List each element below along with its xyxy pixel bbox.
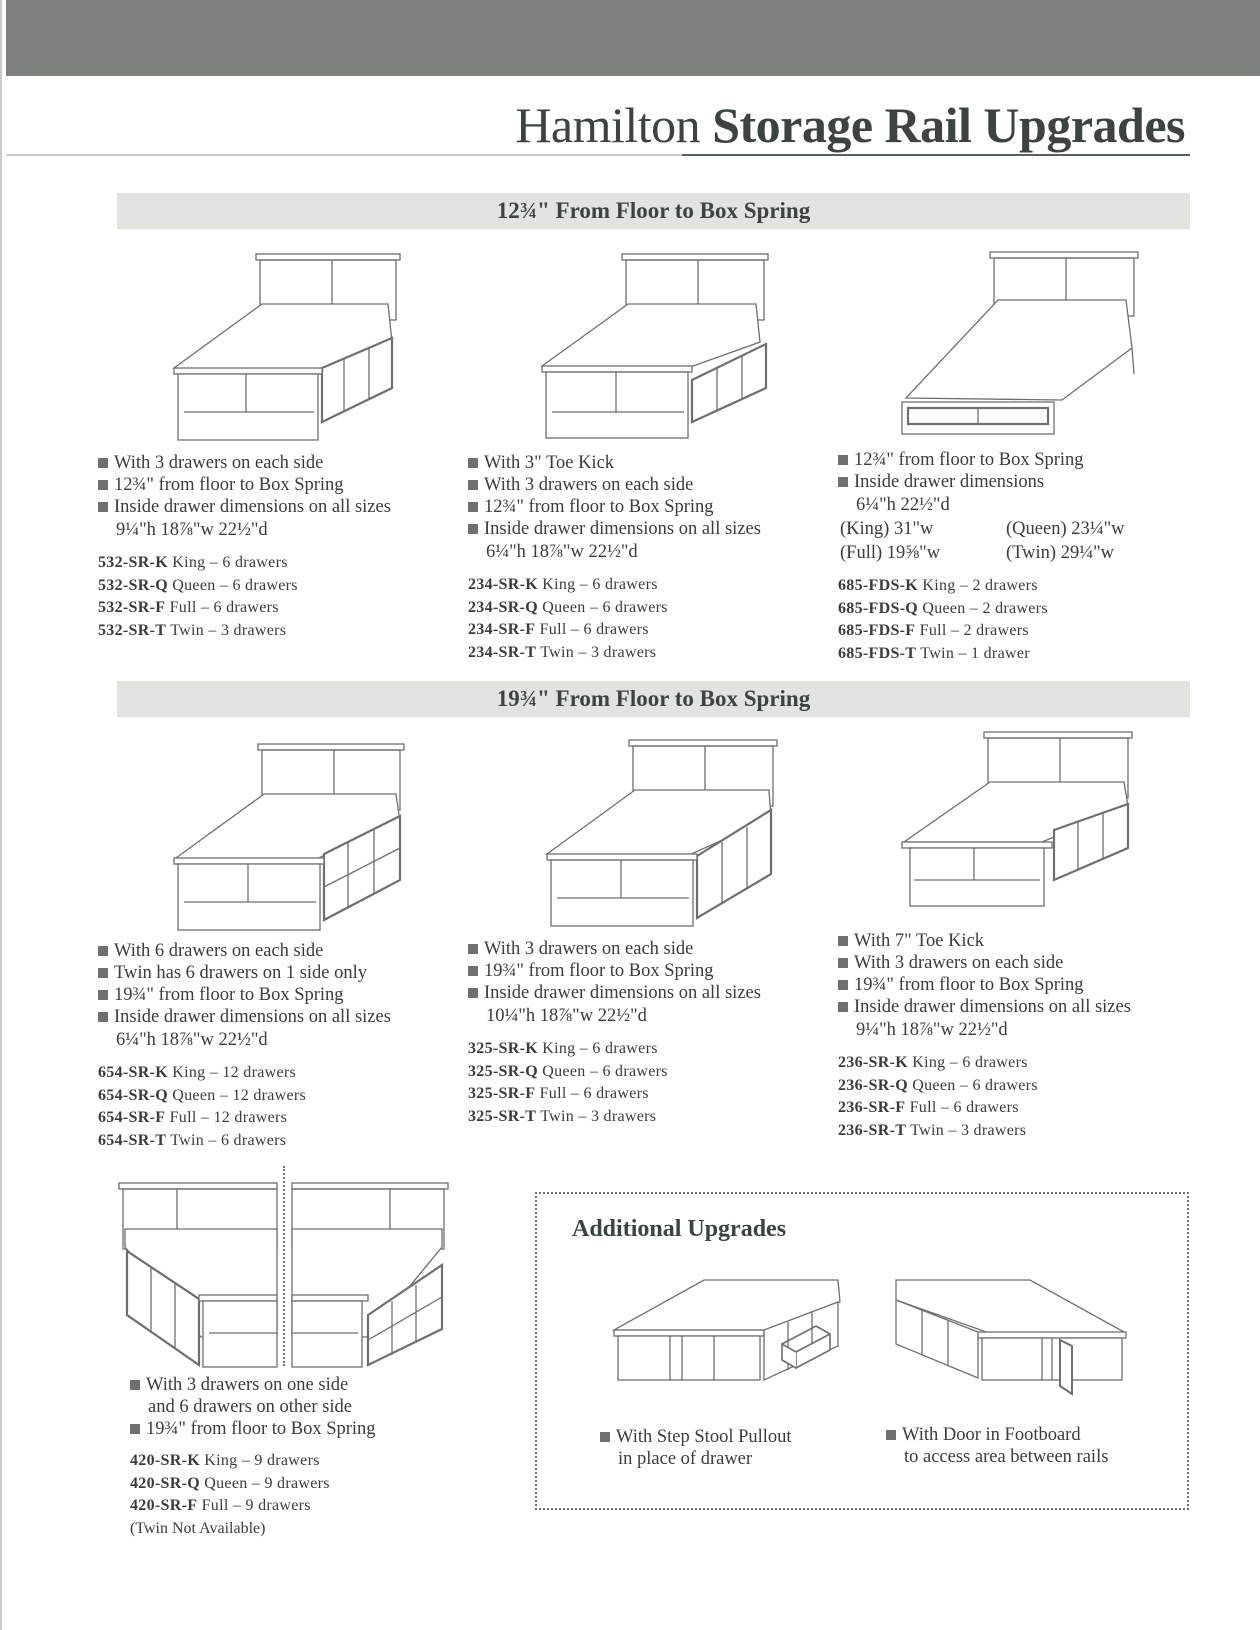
dimension-text: 6¼"h 18⅞"w 22½"d [116, 1030, 268, 1050]
dimension-text: 6¼"h 18⅞"w 22½"d [486, 542, 638, 562]
size-full: (Full) 19⅝"w [840, 543, 941, 563]
bullet: 19¾" from floor to Box Spring [838, 974, 1131, 996]
model-line: 654-SR-K King – 12 drawers [98, 1064, 297, 1081]
bullet: 12¾" from floor to Box Spring [98, 474, 391, 496]
bullet-continuation: to access area between rails [904, 1447, 1109, 1467]
footboard-door-caption [886, 1424, 1108, 1468]
bullet: Twin has 6 drawers on 1 side only [98, 962, 391, 984]
bullet: With 7" Toe Kick [838, 930, 1131, 952]
size-twin: (Twin) 29¼"w [1006, 543, 1114, 563]
model-line: 420-SR-F Full – 9 drawers [130, 1497, 311, 1514]
bed-234-illustration [542, 252, 772, 442]
section-band-high: 19¾" From Floor to Box Spring [117, 681, 1190, 717]
bed-420-left-illustration [117, 1175, 277, 1375]
model-line: 236-SR-T Twin – 3 drawers [838, 1121, 1027, 1139]
product-234 [468, 452, 761, 664]
bullet: Inside drawer dimensions on all sizes [98, 496, 391, 518]
product-654 [98, 940, 391, 1152]
bullet: With 3 drawers on each side [98, 452, 391, 474]
bed-685-illustration [902, 250, 1142, 440]
footboard-door-illustration [892, 1276, 1132, 1406]
bed-325-illustration [547, 738, 787, 928]
bullet: Inside drawer dimensions on all sizes [468, 518, 761, 540]
bullet: With 3 drawers on each side [468, 474, 761, 496]
model-line: 532-SR-K King – 6 drawers [98, 554, 288, 571]
dimension-text: 6¼"h 22½"d [856, 495, 950, 515]
size-king: (King) 31"w [840, 519, 934, 539]
model-line: 325-SR-F Full – 6 drawers [468, 1085, 649, 1102]
model-line: 685-FDS-Q Queen – 2 drawers [838, 599, 1048, 617]
dimension-text: 9¼"h 18⅞"w 22½"d [116, 520, 268, 540]
model-line: 532-SR-Q Queen – 6 drawers [98, 576, 298, 594]
model-line: 420-SR-K King – 9 drawers [130, 1452, 320, 1469]
bed-532-illustration [174, 252, 404, 442]
bullet: With 3" Toe Kick [468, 452, 761, 474]
bed-236-illustration [902, 730, 1142, 910]
bullet: With Step Stool Pullout [600, 1426, 792, 1448]
bullet: Inside drawer dimensions on all sizes [98, 1006, 391, 1028]
dimension-text: 10¼"h 18⅞"w 22½"d [486, 1006, 647, 1026]
step-stool-illustration [612, 1278, 852, 1398]
bullet: With 3 drawers on one side [130, 1374, 376, 1396]
split-divider [283, 1166, 285, 1366]
header-bar [6, 0, 1260, 76]
model-line: 685-FDS-F Full – 2 drawers [838, 622, 1029, 639]
model-line: 234-SR-F Full – 6 drawers [468, 621, 649, 638]
page-title [515, 96, 1185, 154]
model-line: 325-SR-T Twin – 3 drawers [468, 1107, 657, 1125]
model-line: 685-FDS-K King – 2 drawers [838, 577, 1038, 594]
model-line: 325-SR-Q Queen – 6 drawers [468, 1062, 668, 1080]
title-rule-accent [682, 154, 1190, 156]
model-line: 685-FDS-T Twin – 1 drawer [838, 644, 1030, 662]
model-line: 236-SR-K King – 6 drawers [838, 1054, 1028, 1071]
product-236 [838, 930, 1131, 1142]
model-line: 532-SR-F Full – 6 drawers [98, 599, 279, 616]
bullet: 19¾" from floor to Box Spring [130, 1418, 376, 1440]
section-band-low: 12¾" From Floor to Box Spring [117, 193, 1190, 229]
bullet-continuation: and 6 drawers on other side [148, 1397, 352, 1417]
model-line: 325-SR-K King – 6 drawers [468, 1040, 658, 1057]
bullet-continuation: in place of drawer [618, 1449, 753, 1469]
model-line: 532-SR-T Twin – 3 drawers [98, 621, 287, 639]
bullet: Inside drawer dimensions on all sizes [468, 982, 761, 1004]
size-queen: (Queen) 23¼"w [1006, 519, 1125, 539]
bullet: With Door in Footboard [886, 1424, 1108, 1446]
model-line: 236-SR-F Full – 6 drawers [838, 1099, 1019, 1116]
bed-654-illustration [174, 742, 414, 932]
dimension-text: 9¼"h 18⅞"w 22½"d [856, 1020, 1008, 1040]
additional-upgrades-title: Additional Upgrades [572, 1216, 787, 1242]
product-532 [98, 452, 391, 642]
bullet: Inside drawer dimensions on all sizes [838, 996, 1131, 1018]
title-bold: Storage Rail Upgrades [712, 97, 1185, 153]
step-stool-caption [600, 1426, 792, 1470]
model-line: 236-SR-Q Queen – 6 drawers [838, 1076, 1038, 1094]
model-line: 234-SR-Q Queen – 6 drawers [468, 598, 668, 616]
bullet: 19¾" from floor to Box Spring [468, 960, 761, 982]
product-420 [130, 1374, 376, 1540]
model-line: 654-SR-Q Queen – 12 drawers [98, 1086, 307, 1104]
product-685 [838, 449, 1125, 665]
model-line: 234-SR-K King – 6 drawers [468, 576, 658, 593]
bullet: 19¾" from floor to Box Spring [98, 984, 391, 1006]
bullet: 12¾" from floor to Box Spring [468, 496, 761, 518]
bullet: With 3 drawers on each side [838, 952, 1131, 974]
bullet: With 6 drawers on each side [98, 940, 391, 962]
model-line: 420-SR-Q Queen – 9 drawers [130, 1474, 330, 1492]
model-line: 654-SR-F Full – 12 drawers [98, 1109, 288, 1126]
title-light: Hamilton [515, 97, 701, 153]
bullet: With 3 drawers on each side [468, 938, 761, 960]
product-325 [468, 938, 761, 1128]
model-line: 234-SR-T Twin – 3 drawers [468, 643, 657, 661]
twin-note: (Twin Not Available) [130, 1519, 266, 1537]
bed-420-right-illustration [292, 1175, 452, 1375]
model-line: 654-SR-T Twin – 6 drawers [98, 1131, 287, 1149]
bullet: 12¾" from floor to Box Spring [838, 449, 1125, 471]
bullet: Inside drawer dimensions [838, 471, 1125, 493]
